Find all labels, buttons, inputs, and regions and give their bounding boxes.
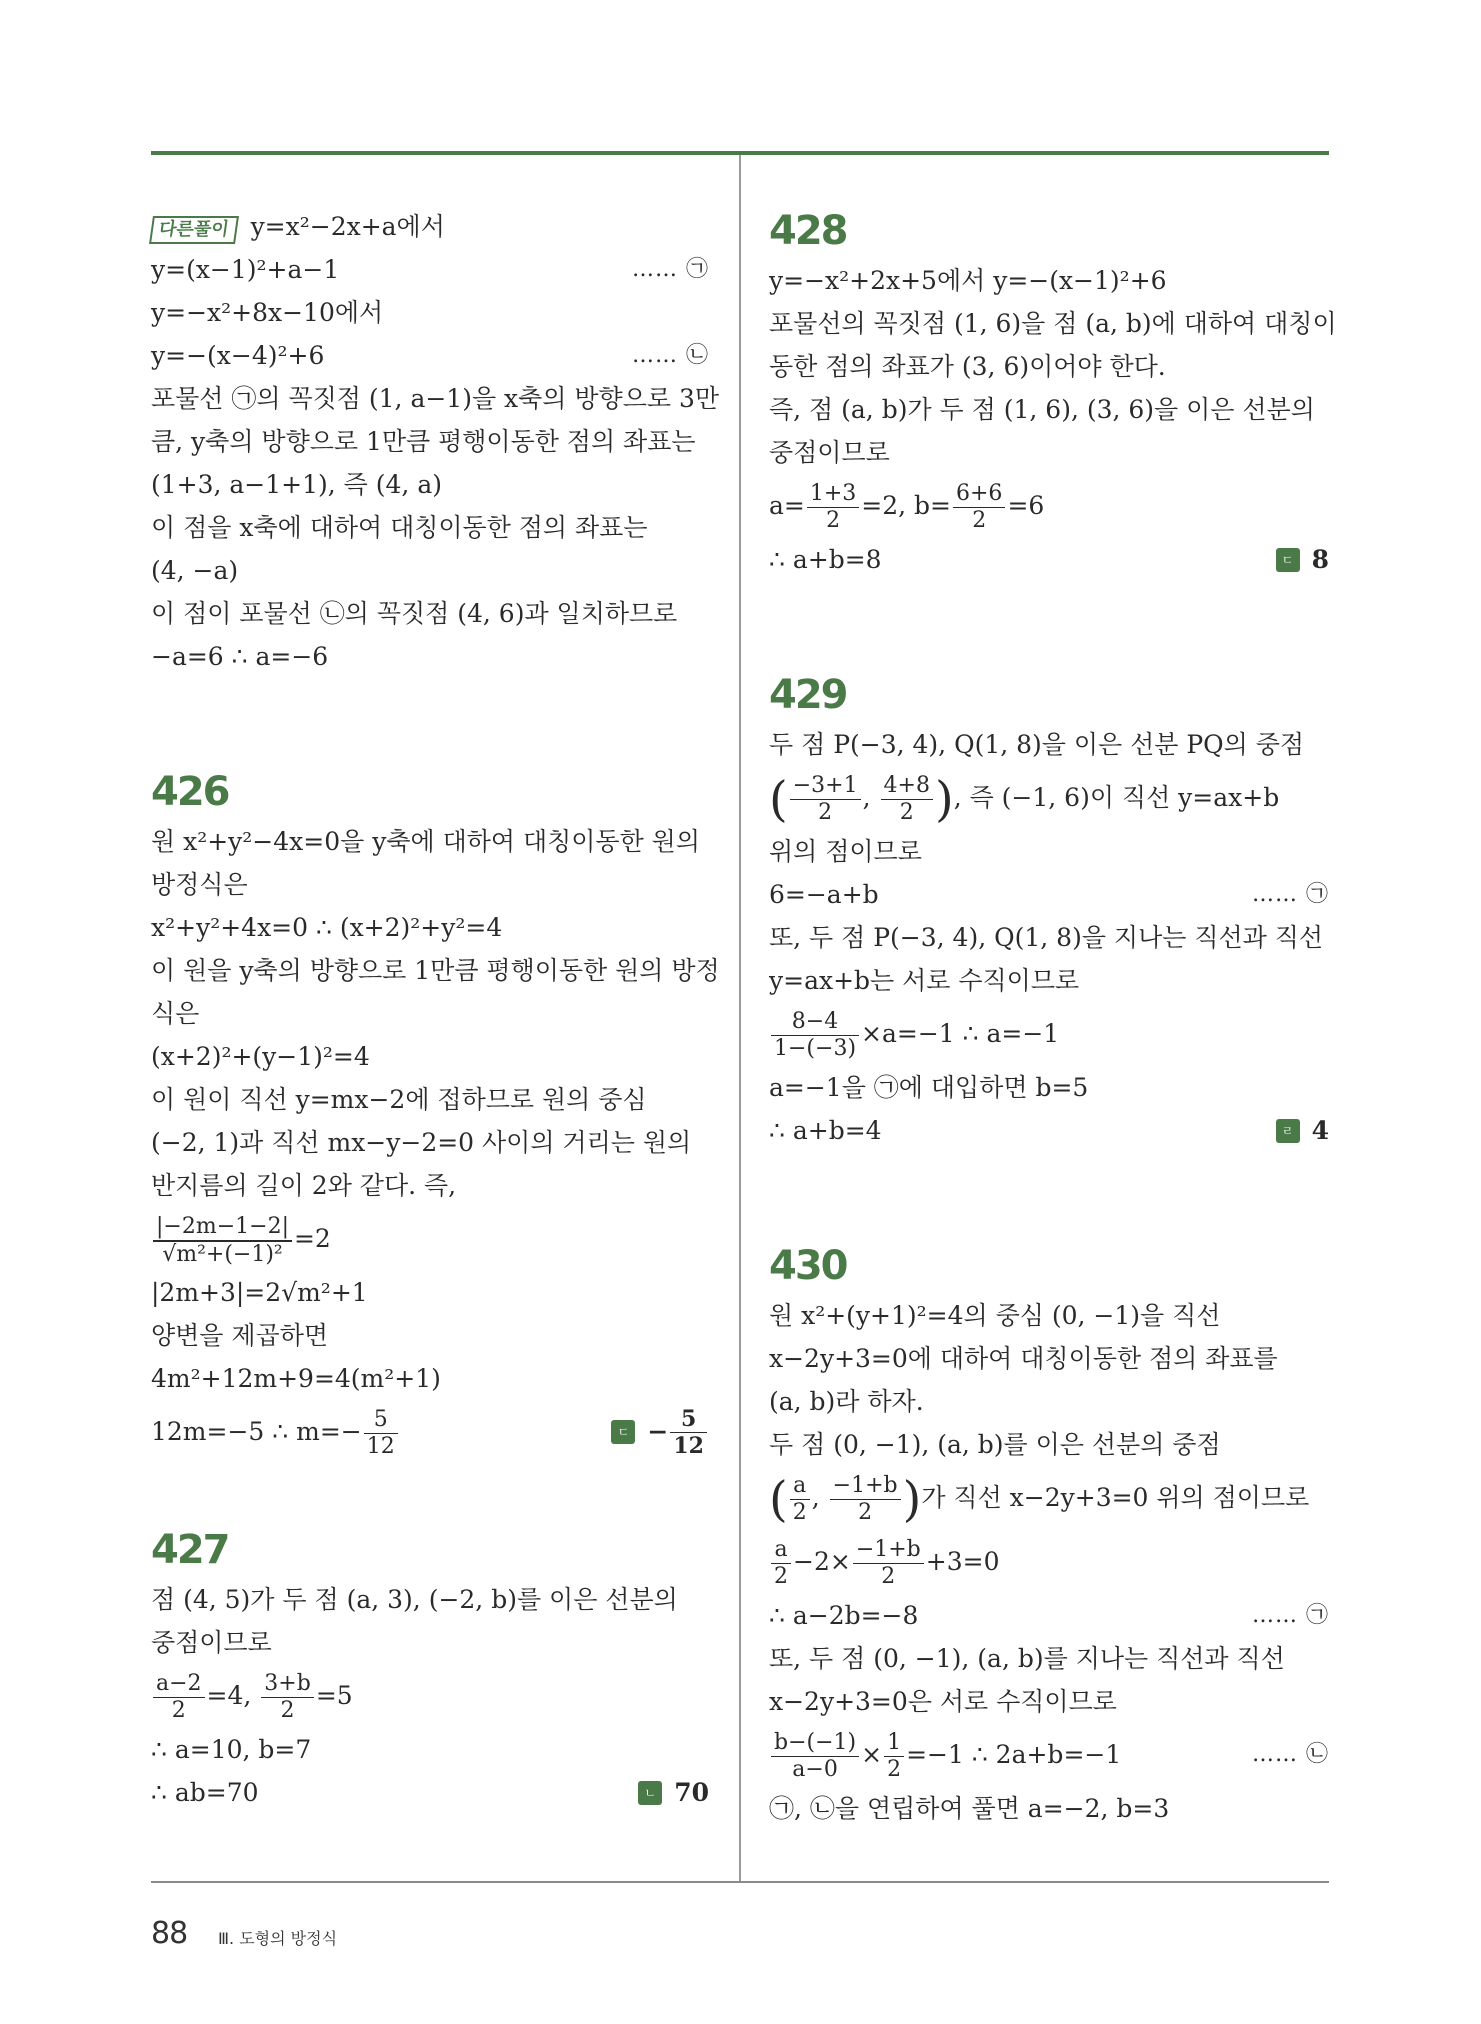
equation-mark: …… ㉠ xyxy=(632,257,709,282)
right-column: 428 y=−x²+2x+5에서 y=−(x−1)²+6 포물선의 꼭짓점 (1, 6)을 점 (a, b)에 대하여 대칭이 동한 점의 좌표가 (3, 6)이어야 한다. 즉, 점 (a, b)가 두 점 (1, 6), (3, 6)을 이은 선분의 중점이므로 a= $\frac{1+3}{2}$ =2, b= $\frac{6+6}{2}$ =6 ∴ a+b=8 ㄷ 8 429 두 점 P(−3, 4), Q(1, 8)을 이은 선분 PQ의 중점 ( $\frac{-3+1}{2}$ , $\frac{4+8}{2}$ ), 즉 (−1, 6)이 직선 y=ax+b 위의 점이므로 6=−a+b …… ㉠ 또, 두 점 P(−3, 4), Q(1, 8)을 지나는 직선과 직선 y=ax+b는 서로 수직이므로 $\frac{8-4}{1-(-3)}$ ×a=−1 ∴ a=−1 a=−1을 ㉠에 대입하면 b=5 ∴ a+b=4 ㄹ 4 430 원 x²+(y+1)²=4의 중심 (0, −1)을 직선 x−2y+3=0에 대하여 대칭이동한 점의 좌표를 (a, b)라 하자. 두 점 (0, −1), (a, b)를 이은 선분의 중점 ( $\frac{a}{2}$ , $\frac{-1+b}{2}$ )가 직선 x−2y+3=0 위의 점이므로 $\frac{a}{2}$ −2× $\frac{-1+b}{2}$ +3=0 ∴ a−2b=−8 …… ㉠ 또, 두 점 (0, −1), (a, b)를 지나는 직선과 직선 x−2y+3=0은 서로 수직이므로 $\frac{b-(-1)}{a-0}$ × $\frac{1}{2}$ =−1 ∴ 2a+b=−1 …… ㉡ ㉠, ㉡을 연립하여 풀면 a=−2, b=3 xyxy=(769,205,1329,1830)
equation-mark: …… ㉡ xyxy=(632,343,709,368)
answer-427: ㄴ 70 xyxy=(638,1771,709,1814)
answer-426: ㄷ − $\frac{5}{12}$ xyxy=(611,1400,709,1464)
problem-number: 430 xyxy=(769,1243,847,1289)
problem-number: 426 xyxy=(151,769,229,815)
answer-429: ㄹ 4 xyxy=(1276,1109,1329,1152)
distance-formula: $\frac{|-2m-1-2|}{\text{√m²+(−1)²}}$ =2 xyxy=(151,1207,709,1271)
problem-number: 428 xyxy=(769,208,847,254)
answer-badge-icon: ㄷ xyxy=(611,1420,635,1444)
alt-solution-label: 다른풀이 xyxy=(149,216,238,244)
equation-mark: …… ㉡ xyxy=(1252,1742,1329,1767)
left-column: 다른풀이 y=x²−2x+a에서 y=(x−1)²+a−1 …… ㉠ y=−x²+8x−10에서 y=−(x−4)²+6 …… ㉡ 포물선 ㉠의 꼭짓점 (1, a−1)을 x축의 방향으로 3만 큼, y축의 방향으로 1만큼 평행이동한 점의 좌표는 (1+3, a−1+1), 즉 (4, a) 이 점을 x축에 대하여 대칭이동한 점의 좌표는 (4, −a) 이 점이 포물선 ㉡의 꼭짓점 (4, 6)과 일치하므로 −a=6 ∴ a=−6 426 원 x²+y²−4x=0을 y축에 대하여 대칭이동한 원의 방정식은 x²+y²+4x=0 ∴ (x+2)²+y²=4 이 원을 y축의 방향으로 1만큼 평행이동한 원의 방정 식은 (x+2)²+(y−1)²=4 이 원이 직선 y=mx−2에 접하므로 원의 중심 (−2, 1)과 직선 mx−y−2=0 사이의 거리는 원의 반지름의 길이 2와 같다. 즉, $\frac{|-2m-1-2|}{\text{√m²+(−1)²}}$ =2 |2m+3|=2√m²+1 양변을 제곱하면 4m²+12m+9=4(m²+1) 12m=−5 ∴ m=− $\frac{5}{12}$ ㄷ − $\frac{5}{12}$ 427 점 (4, 5)가 두 점 (a, 3), (−2, b)를 이은 선분의 중점이므로 $\frac{a-2}{2}$ =4, $\frac{3+b}{2}$ =5 ∴ a=10, b=7 ∴ ab=70 ㄴ 70 xyxy=(151,205,709,1814)
problem-number: 427 xyxy=(151,1527,229,1573)
answer-badge-icon: ㄴ xyxy=(638,1781,662,1805)
section-title: Ⅲ. 도형의 방정식 xyxy=(218,1929,338,1948)
column-divider xyxy=(739,155,741,1881)
answer-badge-icon: ㄹ xyxy=(1276,1119,1300,1143)
bottom-rule xyxy=(151,1881,1329,1883)
alt-solution-header: 다른풀이 y=x²−2x+a에서 xyxy=(151,205,709,248)
equation-mark: …… ㉠ xyxy=(1252,882,1329,907)
answer-badge-icon: ㄷ xyxy=(1276,548,1300,572)
answer-428: ㄷ 8 xyxy=(1276,538,1329,581)
equation-mark: …… ㉠ xyxy=(1252,1603,1329,1628)
page-number: 88 xyxy=(151,1916,188,1951)
problem-number: 429 xyxy=(769,672,847,718)
